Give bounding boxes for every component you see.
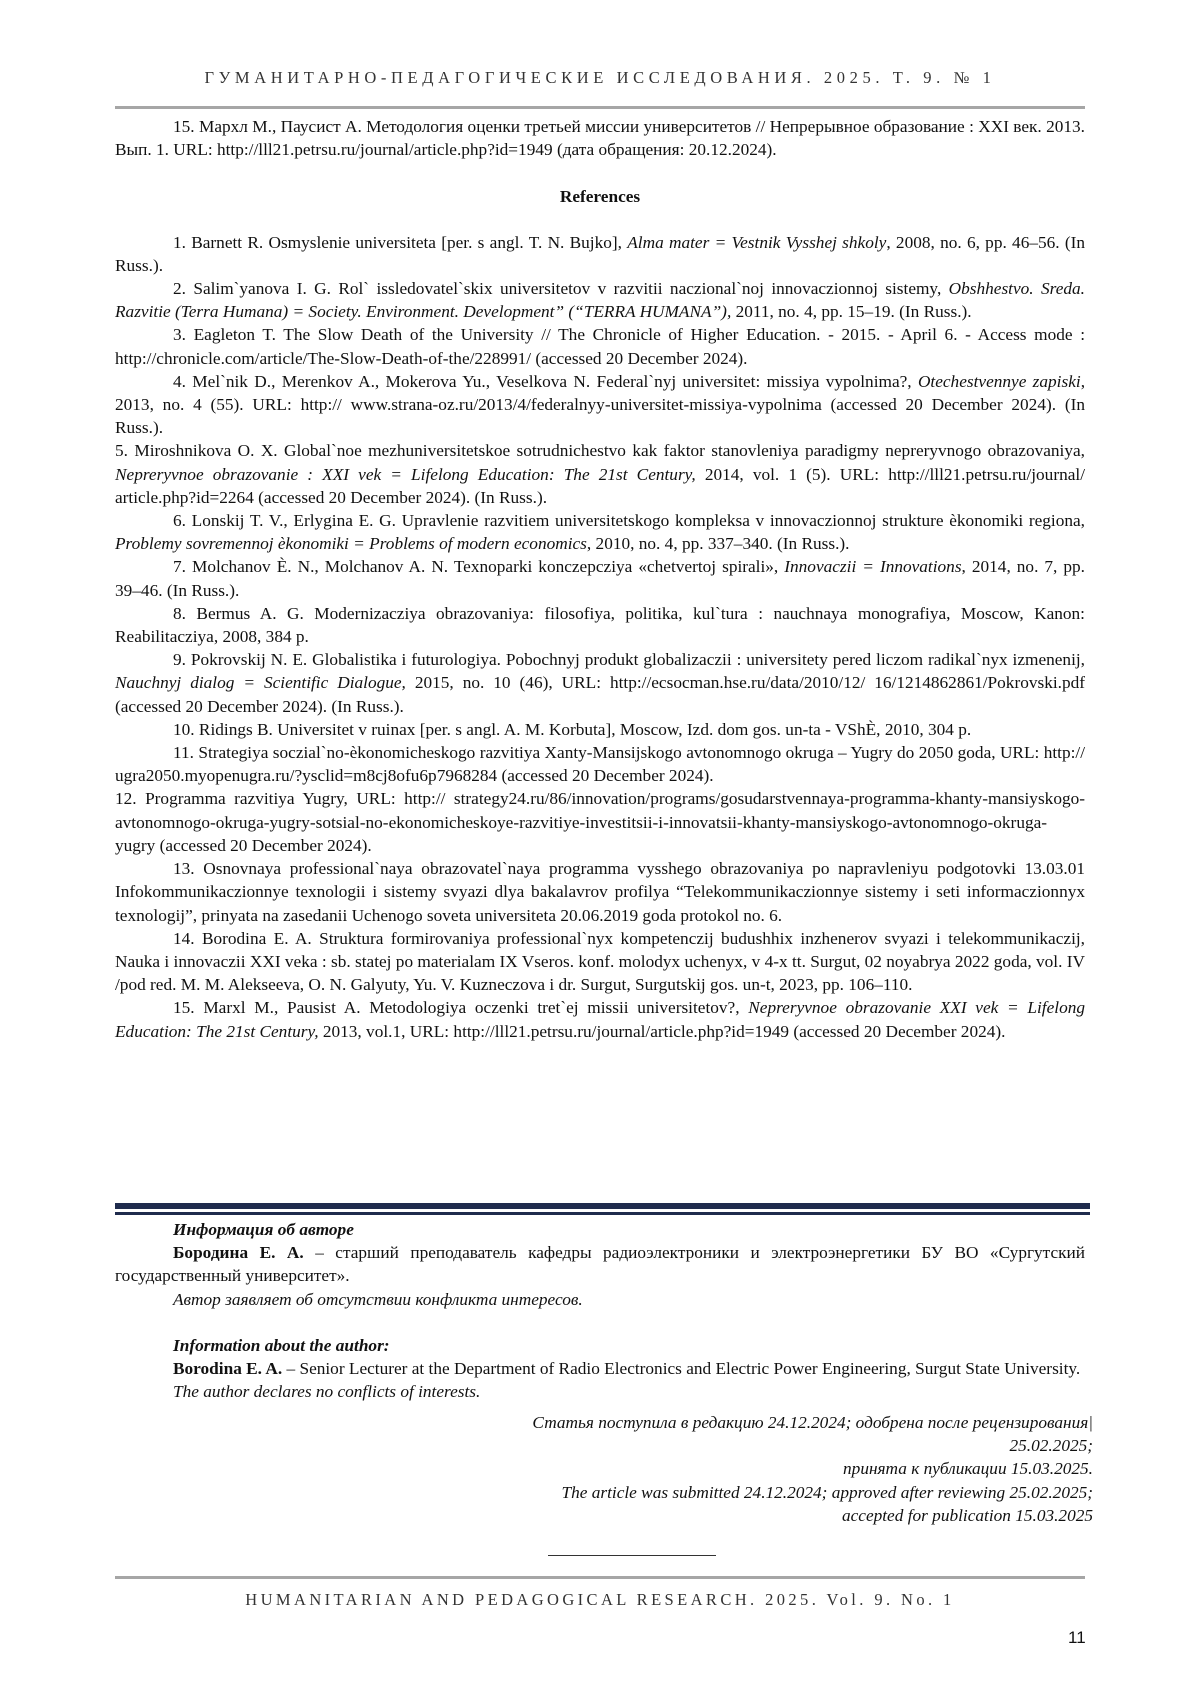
header-rule — [115, 106, 1085, 109]
end-rule — [548, 1555, 716, 1556]
dates-en-line: The article was submitted 24.12.2024; approved after reviewing 25.02.2025; — [393, 1481, 1093, 1504]
reference-item: 10. Ridings B. Universitet v ruinax [per. s angl. A. M. Korbuta], Moscow, Izd. dom gos. un-ta - VShÈ, 2010, 304 p. — [115, 718, 1085, 741]
reference-item: 9. Pokrovskij N. E. Globalistika i futurologiya. Pobochnyj produkt globalizaczii : universitety pered liczom radikal`nyx izmenenij, Nauchnyj dialog = Scientific Dialogue, 2015, no. 10 (46), URL: http://ecsocman.hse.ru/data/2010/12/ 16/1214862861/Pokrovski.pdf (accessed 20 December 2024). (In Russ.). — [115, 648, 1085, 718]
reference-item: 5. Miroshnikova O. X. Global`noe mezhuniversitetskoe sotrudnichestvo kak faktor stanovleniya paradigmy nepreryvnogo obrazovaniya, Nepreryvnoe obrazovanie : XXI vek = Lifelong Education: The 21st Century, 2014, vol. 1 (5). URL: http://lll21.petrsu.ru/journal/ article.php?id=2264 (accessed 20 December 2024). (In Russ.). — [115, 439, 1085, 509]
reference-item: 15. Marxl M., Pausist A. Metodologiya oczenki tret`ej missii universitetov?, Nepreryvnoe obrazovanie XXI vek = Lifelong Education: The 21st Century, 2013, vol.1, URL: http://lll21.petrsu.ru/journal/article.php?id=1949 (accessed 20 December 2024). — [115, 996, 1085, 1042]
dates-en-line: accepted for publication 15.03.2025 — [393, 1504, 1093, 1527]
author-name-ru: Бородина Е. А. — [173, 1243, 304, 1262]
reference-item: 3. Eagleton T. The Slow Death of the University // The Chronicle of Higher Education. - 2015. - April 6. - Access mode : http://chronicle.com/article/The-Slow-Death-of-the/228991/ (accessed 20 December 2024). — [115, 323, 1085, 369]
reference-item: 1. Barnett R. Osmyslenie universiteta [per. s angl. T. N. Bujko], Alma mater = Vestnik Vysshej shkoly, 2008, no. 6, pp. 46–56. (In Russ.). — [115, 231, 1085, 277]
reference-item: 8. Bermus A. G. Modernizacziya obrazovaniya: filosofiya, politika, kul`tura : nauchnaya monografiya, Moscow, Kanon: Reabilitacziya, 2008, 384 p. — [115, 602, 1085, 648]
dates-ru-line: Статья поступила в редакцию 24.12.2024; одобрена после рецензирования| — [393, 1411, 1093, 1434]
reference-item: 14. Borodina E. A. Struktura formirovaniya professional`nyx kompetenczij budushhix inzhenerov svyazi i telekommunikaczij, Nauka i innovaczii XXI veka : sb. statej po materialam IX Vseros. konf. molodyx uchenyx, v 4-x tt. Surgut, 02 noyabrya 2022 goda, vol. IV /pod red. M. M. Alekseeva, O. N. Galyuty, Yu. V. Kuzneczova i dr. Surgut, Surgutskij gos. un-t, 2023, pp. 106–110. — [115, 927, 1085, 997]
section-divider — [115, 1203, 1090, 1216]
reference-item: 7. Molchanov È. N., Molchanov A. N. Texnoparki konczepcziya «chetvertoj spirali», Innovaczii = Innovations, 2014, no. 7, pp. 39–46. (In Russ.). — [115, 555, 1085, 601]
reference-item: 6. Lonskij T. V., Erlygina E. G. Upravlenie razvitiem universitetskogo kompleksa v innovaczionnoj strukture èkonomiki regiona, Problemy sovremennoj èkonomiki = Problems of modern economics, 2010, no. 4, pp. 337–340. (In Russ.). — [115, 509, 1085, 555]
references-heading: References — [115, 185, 1085, 208]
author-info-heading-en: Information about the author: — [115, 1334, 1085, 1357]
author-info — [115, 1218, 1085, 1403]
running-head: ГУМАНИТАРНО-ПЕДАГОГИЧЕСКИЕ ИССЛЕДОВАНИЯ. 2025. Т. 9. № 1 — [0, 68, 1200, 88]
dates-ru-line: 25.02.2025; — [393, 1434, 1093, 1457]
author-name-en: Borodina E. A. — [173, 1359, 282, 1378]
russian-reference-15: 15. Мархл М., Паусист А. Методология оценки третьей миссии университетов // Непрерывное образование : XXI век. 2013. Вып. 1. URL: http://lll21.petrsu.ru/journal/article.php?id=1949 (дата обращения: 20.12.2024). — [115, 115, 1085, 161]
dates-ru-line: принята к публикации 15.03.2025. — [393, 1457, 1093, 1480]
reference-item: 4. Mel`nik D., Merenkov A., Mokerova Yu., Veselkova N. Federal`nyj universitet: missiya vypolnima?, Otechestvennye zapiski, 2013, no. 4 (55). URL: http:// www.strana-oz.ru/2013/4/federalnyy-universitet-missiya-vypolnima (accessed 20 December 2024). (In Russ.). — [115, 370, 1085, 440]
footer-rule — [115, 1576, 1085, 1579]
article-dates — [393, 1411, 1093, 1527]
conflict-statement-en: The author declares no conflicts of interests. — [115, 1380, 1085, 1403]
author-info-heading-ru: Информация об авторе — [115, 1218, 1085, 1241]
journal-page — [0, 0, 1200, 1697]
conflict-statement-ru: Автор заявляет об отсутствии конфликта интересов. — [115, 1288, 1085, 1311]
reference-item: 13. Osnovnaya professional`naya obrazovatel`naya programma vysshego obrazovaniya po napravleniyu podgotovki 13.03.01 Infokommunikaczionnye texnologii i sistemy svyazi dlya bakalavrov profilya “Telekommunikaczionnye sistemy i seti informaczionnyx texnologij”, prinyata na zasedanii Uchenogo soveta universiteta 20.06.2019 goda protokol no. 6. — [115, 857, 1085, 927]
author-description-en: Borodina E. A. – Senior Lecturer at the Department of Radio Electronics and Electric Power Engineering, Surgut State University. — [115, 1357, 1085, 1380]
reference-item: 11. Strategiya soczial`no-èkonomicheskogo razvitiya Xanty-Mansijskogo avtonomnogo okruga – Yugry do 2050 goda, URL: http:// ugra2050.myopenugra.ru/?ysclid=m8cj8ofu6p7968284 (accessed 20 December 2024). — [115, 741, 1085, 787]
page-number: 11 — [1068, 1628, 1086, 1648]
main-content — [115, 115, 1085, 1043]
author-description-ru: Бородина Е. А. – старший преподаватель кафедры радиоэлектроники и электроэнергетики БУ ВО «Сургутский государственный университет». — [115, 1241, 1085, 1287]
reference-item: 2. Salim`yanova I. G. Rol` issledovatel`skix universitetov v razvitii naczional`noj innovaczionnoj sistemy, Obshhestvo. Sreda. Razvitie (Terra Humana) = Society. Environment. Development” (“TERRA HUMANA”), 2011, no. 4, pp. 15–19. (In Russ.). — [115, 277, 1085, 323]
reference-item: 12. Programma razvitiya Yugry, URL: http:// strategy24.ru/86/innovation/programs/gosudarstvennaya-programma-khanty-mansiyskogo-avtonomnogo-okruga-yugry-sotsial-no-ekonomicheskoye-razvitiye-investitsii-i-innovatsii-khanty-mansiyskogo-avtonomnogo-okruga-yugry (accessed 20 December 2024). — [115, 787, 1085, 857]
running-foot: HUMANITARIAN AND PEDAGOGICAL RESEARCH. 2025. Vol. 9. No. 1 — [0, 1590, 1200, 1610]
